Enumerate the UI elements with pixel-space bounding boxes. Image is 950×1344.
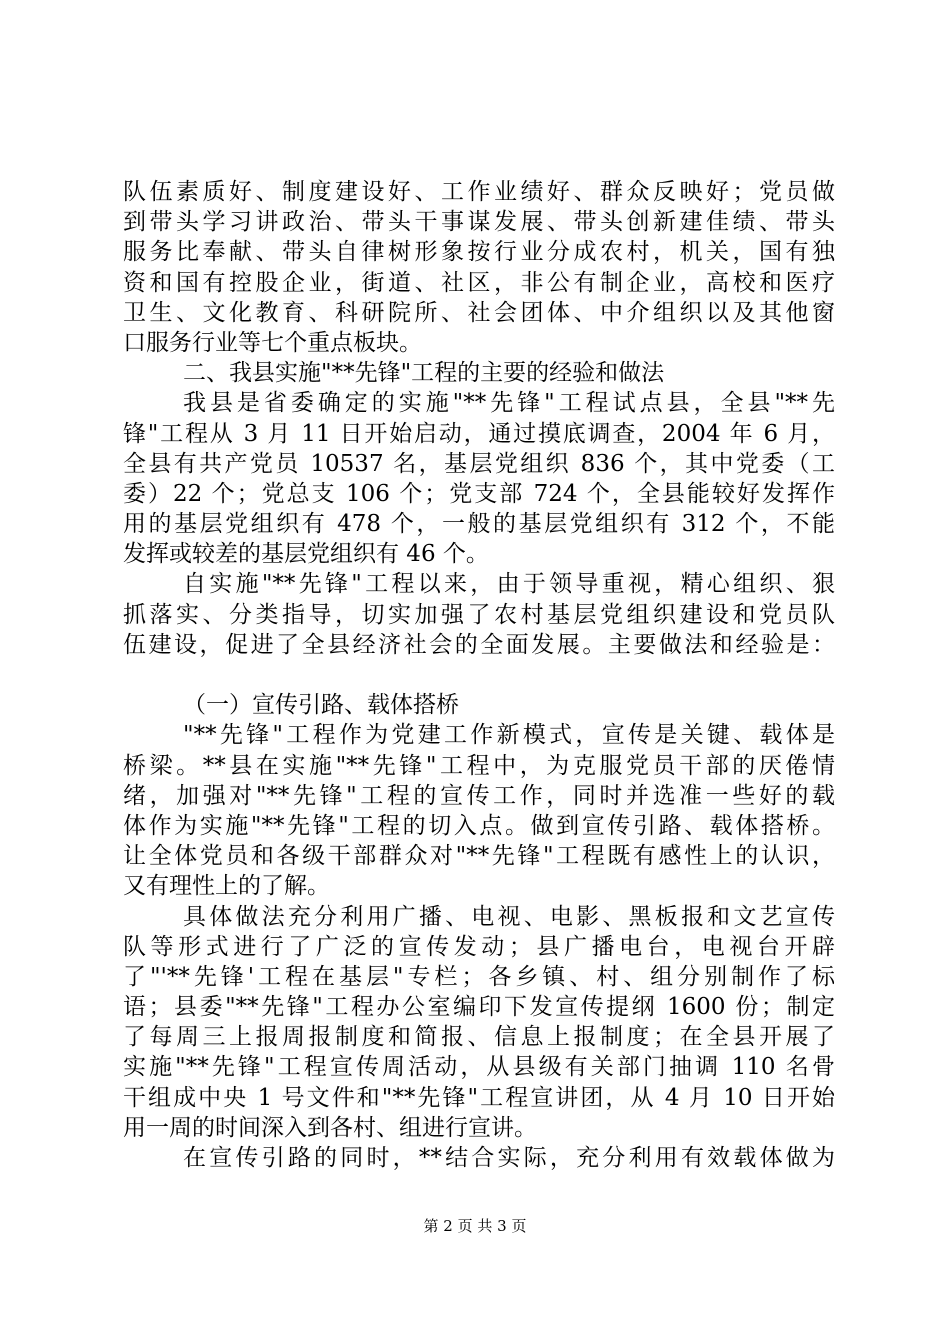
document-body [123,177,835,1173]
text-line: 在宣传引路的同时，**结合实际，充分利用有效载体做为 [183,1145,835,1171]
text-line: 实施"**先锋"工程宣传周活动，从县级有关部门抽调 110 名骨 [123,1054,835,1081]
text-line: 绪，加强对"**先锋"工程的宣传工作，同时并选准一些好的载 [123,782,835,809]
text-line: 自实施"**先锋"工程以来，由于领导重视，精心组织、狠 [183,571,835,598]
text-line: 了每周三上报周报制度和简报、信息上报制度；在全县开展了 [123,1024,835,1051]
text-line: 抓落实、分类指导，切实加强了农村基层党组织建设和党员队 [123,601,835,628]
section-heading: 二、我县实施"**先锋"工程的主要的经验和做法 [183,360,665,387]
text-line: 具体做法充分利用广播、电视、电影、黑板报和文艺宣传 [183,903,835,930]
text-line: 桥梁。**县在实施"**先锋"工程中，为克服党员干部的厌倦情 [123,752,835,779]
text-line: 伍建设，促进了全县经济社会的全面发展。主要做法和经验是： [123,631,835,658]
page-footer: 第 2 页 共 3 页 [423,1217,527,1235]
text-line: 服务比奉献、带头自律树形象按行业分成农村，机关，国有独 [123,239,835,266]
subsection-heading: （一）宣传引路、载体搭桥 [183,692,459,719]
text-line: 用的基层党组织有 478 个，一般的基层党组织有 312 个，不能 [123,511,835,538]
text-line: 我县是省委确定的实施"**先锋"工程试点县，全县"**先 [183,390,835,417]
text-line: 又有理性上的了解。 [123,873,330,900]
text-line: 了"'**先锋'工程在基层"专栏；各乡镇、村、组分别制作了标 [123,963,835,990]
text-line: 干组成中央 1 号文件和"**先锋"工程宣讲团，从 4 月 10 日开始 [123,1084,835,1111]
text-line: 队伍素质好、制度建设好、工作业绩好、群众反映好；党员做 [123,179,835,205]
text-line: 资和国有控股企业，街道、社区，非公有制企业，高校和医疗 [123,269,835,296]
text-line: 让全体党员和各级干部群众对"**先锋"工程既有感性上的认识， [123,843,835,870]
text-line: 语；县委"**先锋"工程办公室编印下发宣传提纲 1600 份；制定 [123,994,835,1021]
text-line: 用一周的时间深入到各村、组进行宣讲。 [123,1114,537,1141]
text-line: 全县有共产党员 10537 名，基层党组织 836 个，其中党委（工 [123,450,835,477]
text-line: 体作为实施"**先锋"工程的切入点。做到宣传引路、载体搭桥。 [123,812,835,839]
text-line: "**先锋"工程作为党建工作新模式，宣传是关键、载体是 [183,722,835,749]
text-line: 队等形式进行了广泛的宣传发动；县广播电台，电视台开辟 [123,933,835,960]
text-line: 口服务行业等七个重点板块。 [123,329,422,356]
text-line: 卫生、文化教育、科研院所、社会团体、中介组织以及其他窗 [123,299,835,326]
blank-line [123,660,835,690]
text-line: 锋"工程从 3 月 11 日开始启动，通过摸底调查，2004 年 6 月， [123,420,835,447]
text-line: 发挥或较差的基层党组织有 46 个。 [123,541,489,568]
text-line: 委）22 个；党总支 106 个；党支部 724 个，全县能较好发挥作 [123,480,835,507]
text-line: 到带头学习讲政治、带头干事谋发展、带头创新建佳绩、带头 [123,209,835,236]
